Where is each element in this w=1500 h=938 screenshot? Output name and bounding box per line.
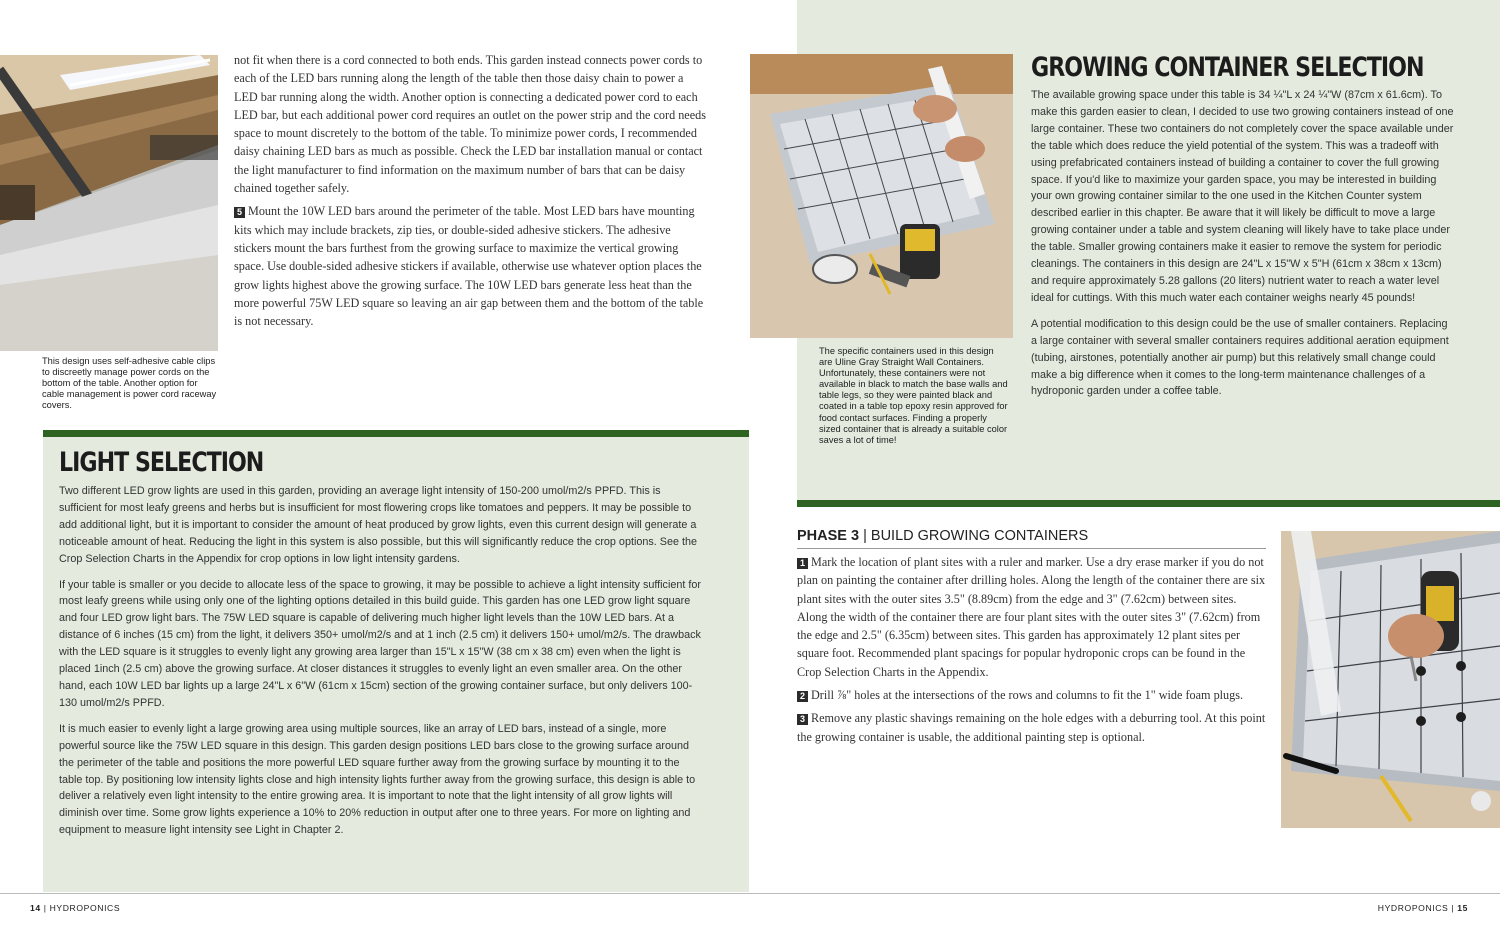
step-5-paragraph	[234, 202, 706, 330]
growing-container-divider	[797, 500, 1500, 507]
growing-container-title: GROWING CONTAINER SELECTION	[1031, 52, 1424, 83]
footer-rule	[0, 893, 1500, 894]
light-paragraph: Two different LED grow lights are used in this garden, providing an average light intensity of 150-200 umol/m2/s PPFD. This is sufficient for most leafy greens and herbs but is insufficient for most flowering crops like tomatoes and peppers. It may be possible to add additional light, but it is important to consider the amount of heat produced by grow lights, even this current design will generate a noticeable amount of heat. Reducing the light in this system is also possible, but this will significantly reduce the crop options. See the Crop Selection Charts in the Appendix for crop options in low light intensity gardens.	[59, 485, 697, 565]
cable-clip-photo	[0, 55, 218, 351]
right-footer	[1378, 903, 1468, 913]
left-page-number: 14	[30, 903, 41, 913]
left-running-title: HYDROPONICS	[49, 903, 121, 913]
step-5-text: Mount the 10W LED bars around the perimeter of the table. Most LED bars have mounting kits which may include brackets, zip ties, or double-sided adhesive stickers. The adhesive stickers mount the bars furthest from the growing surface to maximize the vertical growing space. Use double-sided adhesive stickers if available, otherwise use whatever option places the grow lights highest above the growing surface. The 10W LED bars generate less heat than the more powerful 75W LED square so leaving an air gap between them and the bottom of the table is not necessary.	[234, 204, 704, 329]
phase-title: BUILD GROWING CONTAINERS	[870, 528, 1089, 544]
light-selection-body	[59, 483, 705, 848]
footer-separator: |	[1451, 903, 1455, 913]
phase-3-heading	[797, 528, 1266, 549]
phase-3-steps	[797, 553, 1267, 751]
light-selection-divider	[43, 430, 749, 437]
phase-separator: |	[863, 528, 867, 544]
phase-step	[797, 709, 1267, 746]
right-page-number: 15	[1457, 903, 1468, 913]
left-footer	[30, 903, 120, 913]
growing-container-body	[1031, 87, 1455, 409]
step-text: Mark the location of plant sites with a ruler and marker. Use a dry erase marker if you do not plan on painting the container after drilling holes. Along the length of the container there are six plant sites with the outer sites 3.5" (8.89cm) from the edge and 3" (7.62cm) between sites. Along the width of the container there are four plant sites with the outer sites 3" (7.62cm) from the edge and 2.5" (6.35cm) between sites. This garden has approximately 12 plant sites per square foot. Recommended plant spacings for popular hydroponic crops can be found in the Crop Selection Charts in the Appendix.	[797, 555, 1266, 679]
container-marking-photo	[750, 54, 1013, 338]
container-caption: The specific containers used in this design are Uline Gray Straight Wall Containers. Unfortunately, these containers were not available in black to match the base walls and table legs, so they were painted black and coated in a table top epoxy resin approved for food contact surfaces. Finding a properly sized container that is already a suitable color saves a lot of time!	[819, 346, 1008, 445]
right-running-title: HYDROPONICS	[1377, 903, 1449, 913]
phase-step	[797, 553, 1267, 681]
phase-step	[797, 686, 1267, 704]
cable-clip-caption: This design uses self-adhesive cable clips to discreetly manage power cords on the bottom of the table. Another option for cable management is power cord raceway covers.	[42, 356, 217, 411]
light-paragraph: If your table is smaller or you decide to allocate less of the space to growing, it may be possible to achieve a light intensity sufficient for most leafy greens while using only one of the lighting options detailed in this build guide. This garden has one LED grow light square and four LED grow light bars. The 75W LED square is capable of delivering much higher light levels than the 10W LED bars. At a distance of 6 inches (15 cm) from the light, it delivers 350+ umol/m2/s and at 1 inch (2.5 cm) it delivers 150+ umol/m2/s. The drawback with the LED square is it struggles to evenly light any growing area larger than 15"L x 15"W (38 cm x 38 cm) even when the light is placed 1inch (2.5 cm) above the growing surface. At closer distances it struggles to evenly light an even smaller area. On the other hand, each 10W LED bar lights up a large 24"L x 6"W (61cm x 15cm) section of the growing container surface, but only delivers 100-130 umol/m2/s PPFD.	[59, 578, 701, 709]
step-5-number: 5	[234, 207, 245, 218]
step-number: 1	[797, 558, 808, 569]
light-paragraph: It is much easier to evenly light a large growing area using multiple sources, like an array of LED bars, instead of a single, more powerful source like the 75W LED square in this design. This garden design positions LED bars close to the growing surface around the perimeter of the table and positions the more powerful LED square further away from the growing surface by mounting it to the table top. By positioning low intensity lights close and high intensity lights further away from the growing surface, this design is able to deliver a relatively even light intensity to the entire growing area. It is important to note that the light intensity of all grow lights will diminish over time. Some grow lights experience a 10% to 20% reduction in output after one to three years. For more on lighting and equipment to measure light intensity see Light in Chapter 2.	[59, 722, 696, 837]
phase-label: PHASE 3	[797, 528, 860, 544]
step-text: Remove any plastic shavings remaining on the hole edges with a deburring tool. At this point the growing container is usable, the additional painting step is optional.	[797, 711, 1266, 744]
step-number: 2	[797, 691, 808, 702]
container-paragraph: The available growing space under this table is 34 ¼"L x 24 ¼"W (87cm x 61.6cm). To make this garden easier to clean, I decided to use two growing containers instead of one large container. These two containers do not completely cover the space available under the table which does reduce the yield potential of the system. This was a tradeoff with using prefabricated containers instead of building a container to cover the full growing space. If you'd like to maximize your garden space, you may be interested in building your own growing container similar to the one used in the Kitchen Counter system described earlier in this chapter. Be aware that it will likely be difficult to move a large growing container under a table and system cleaning will likely have to take place under the table. Smaller growing containers make it easier to remove the system for periodic cleanings. The containers in this design are 24"L x 15"W x 5"H (61cm x 38cm x 13cm) and require approximately 5.28 gallons (20 liters) nutrient water to reach a water level ideal for cuttings. With this much water each container weighs nearly 45 pounds!	[1031, 89, 1454, 304]
footer-separator: |	[43, 903, 47, 913]
step-text: Drill ⅞" holes at the intersections of the rows and columns to fit the 1" wide foam plugs.	[811, 688, 1244, 703]
drilling-photo	[1281, 531, 1500, 828]
step-number: 3	[797, 714, 808, 725]
cord-paragraph: not fit when there is a cord connected to both ends. This garden instead connects power cords to each of the LED bars running along the length of the table then those daisy chain to power a LED bar running along the width. Another option is connecting a dedicated power cord to each LED bar, but each additional power cord requires an outlet on the power strip and the cord needs space to mount discretely to the bottom of the table. To minimize power cords, I recommended daisy chaining LED bars as much as possible. Check the LED bar installation manual or contact the light manufacturer to find information on the maximum number of bars that can be daisy chained together safely.	[234, 53, 706, 196]
container-paragraph: A potential modification to this design could be the use of smaller containers. Replacing a large container with several smaller containers requires additional aeration equipment (tubing, airstones, potentially another air pump) but this relatively small change could make a big difference when it comes to the long-term maintenance challenges of a hydroponic garden under a coffee table.	[1031, 317, 1449, 398]
light-selection-title: LIGHT SELECTION	[59, 447, 264, 478]
top-left-body	[234, 51, 706, 335]
